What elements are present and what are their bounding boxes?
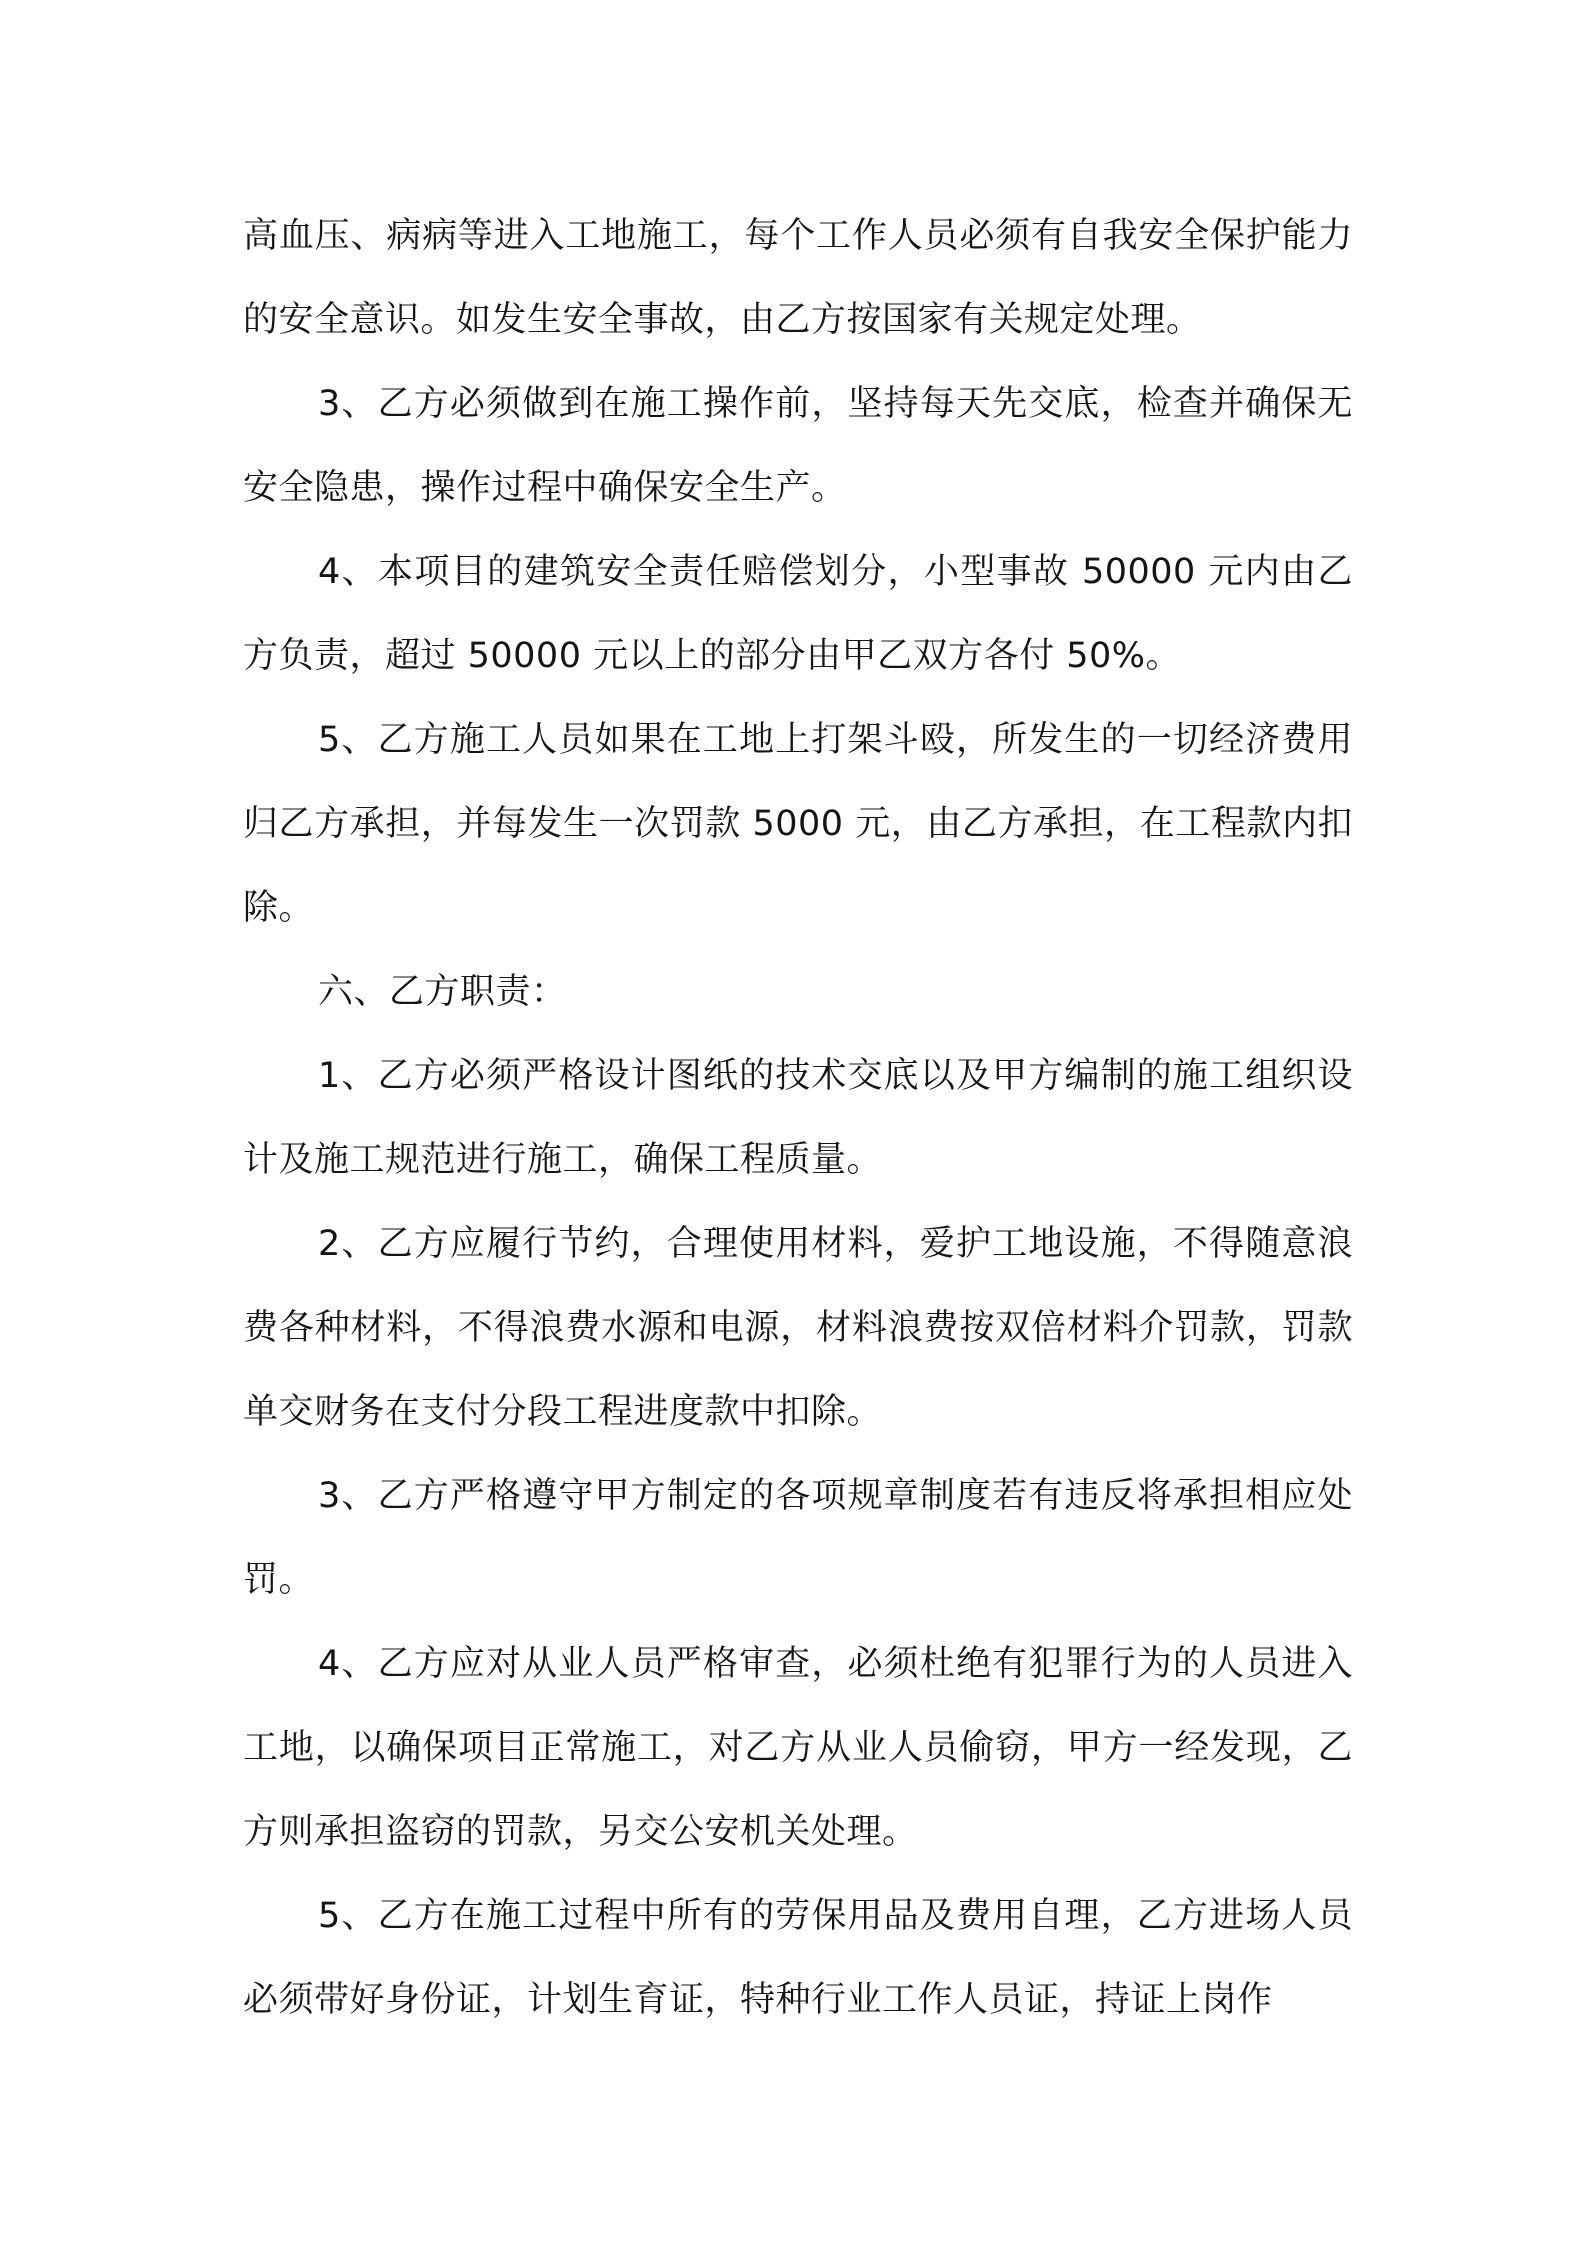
- paragraph-clause-5-4: 4、本项目的建筑安全责任赔偿划分，小型事故 50000 元内由乙方负责，超过 50000 元以上的部分由甲乙双方各付 50%。: [243, 552, 1353, 676]
- paragraph-clause-6-4: 4、乙方应对从业人员严格审查，必须杜绝有犯罪行为的人员进入工地，以确保项目正常施工，对乙方从业人员偷窃，甲方一经发现，乙方则承担盗窃的罚款，另交公安机关处理。: [243, 1644, 1353, 1852]
- paragraph-clause-6-1: 1、乙方必须严格设计图纸的技术交底以及甲方编制的施工组织设计及施工规范进行施工，确保工程质量。: [243, 1056, 1353, 1180]
- paragraph-clause-6-2: 2、乙方应履行节约，合理使用材料，爱护工地设施，不得随意浪费各种材料，不得浪费水源和电源，材料浪费按双倍材料介罚款，罚款单交财务在支付分段工程进度款中扣除。: [243, 1224, 1353, 1432]
- paragraph-clause-6-5: 5、乙方在施工过程中所有的劳保用品及费用自理，乙方进场人员必须带好身份证，计划生育证，特种行业工作人员证，持证上岗作: [243, 1896, 1353, 2020]
- section-heading-6: 六、乙方职责：: [318, 972, 567, 1012]
- paragraph-continuation: 高血压、病病等进入工地施工，每个工作人员必须有自我安全保护能力的安全意识。如发生安全事故，由乙方按国家有关规定处理。: [243, 216, 1353, 340]
- document-body: [243, 194, 1353, 2042]
- paragraph-clause-5-3: 3、乙方必须做到在施工操作前，坚持每天先交底，检查并确保无安全隐患，操作过程中确保安全生产。: [243, 384, 1353, 508]
- paragraph-clause-5-5: 5、乙方施工人员如果在工地上打架斗殴，所发生的一切经济费用归乙方承担，并每发生一次罚款 5000 元，由乙方承担，在工程款内扣除。: [243, 720, 1353, 928]
- paragraph-clause-6-3: 3、乙方严格遵守甲方制定的各项规章制度若有违反将承担相应处罚。: [243, 1476, 1353, 1600]
